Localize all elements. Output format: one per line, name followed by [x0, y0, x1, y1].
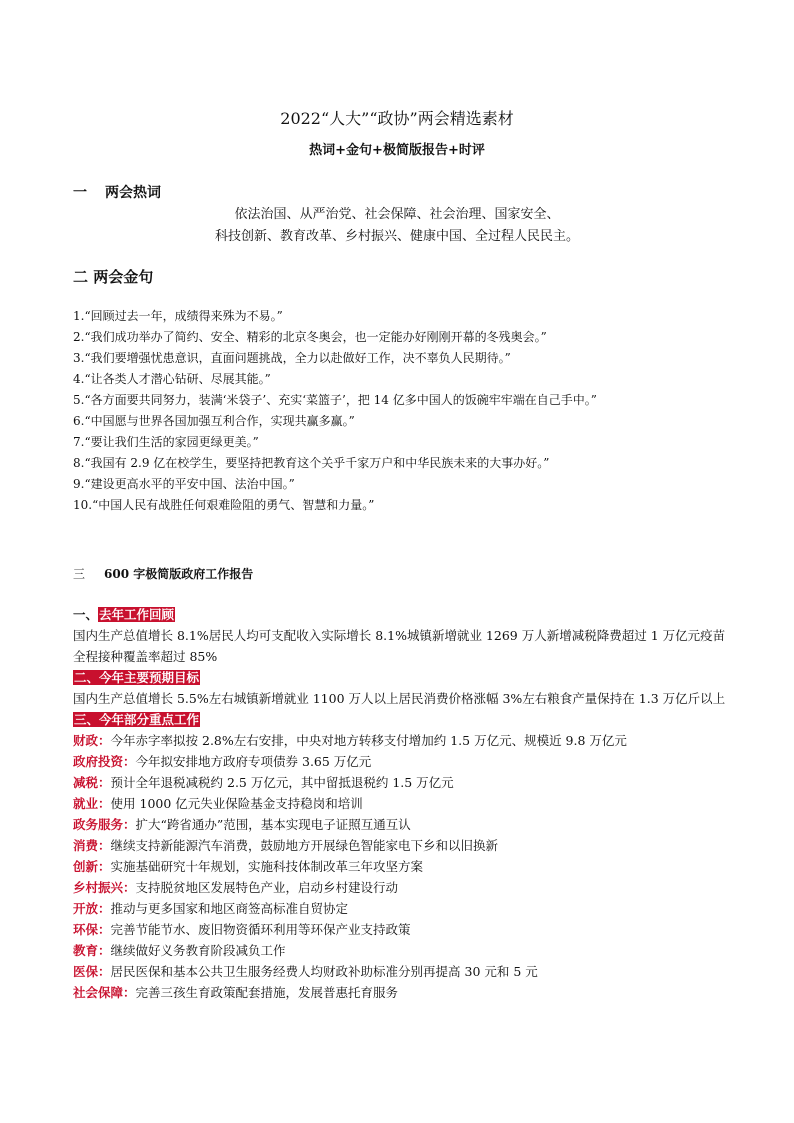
priority-text: 预计全年退税减税约 2.5 万亿元，其中留抵退税约 1.5 万亿元: [110, 775, 454, 790]
priority-label: 消费：: [73, 838, 111, 853]
page-title: 2022“人大”“政协”两会精选素材: [280, 109, 514, 128]
section-heading-text: 两会热词: [105, 185, 161, 201]
quote-item: 2.“我们成功举办了简约、安全、精彩的北京冬奥会，也一定能办好刚刚开幕的冬残奥会。”: [73, 330, 547, 344]
page-subtitle: 热词+金句+极简版报告+时评: [309, 143, 485, 158]
priority-item: [73, 835, 733, 856]
priority-item: [73, 877, 733, 898]
section-number: 一: [73, 185, 87, 201]
priority-label: 财政：: [73, 733, 111, 748]
report-paragraph: 国内生产总值增长 5.5%左右城镇新增就业 1100 万人以上居民消费价格涨幅 3%左右粮食产量保持在 1.3 万亿斤以上: [73, 691, 726, 706]
report-subheading-review: [73, 604, 733, 625]
section-quotes-heading: 二 两会金句: [73, 268, 154, 286]
report-subheading-priorities: [73, 709, 733, 730]
priority-label: 政务服务：: [73, 817, 136, 832]
quote-item: 6.“中国愿与世界各国加强互利合作，实现共赢多赢。”: [73, 414, 355, 428]
priority-text: 今年拟安排地方政府专项债券 3.65 万亿元: [135, 754, 372, 769]
priority-text: 完善三孩生育政策配套措施，发展普惠托育服务: [135, 985, 399, 1000]
priority-item: [73, 982, 733, 1003]
priority-item: [73, 961, 733, 982]
section-heading-text: 600 字极简版政府工作报告: [104, 567, 254, 581]
quote-item: 4.“让各类人才潜心钻研、尽展其能。”: [73, 372, 271, 386]
priority-text: 推动与更多国家和地区商签高标准自贸协定: [110, 901, 349, 916]
priority-text: 实施基础研究十年规划，实施科技体制改革三年攻坚方案: [110, 859, 424, 874]
priority-text: 完善节能节水、废旧物资循环利用等环保产业支持政策: [110, 922, 411, 937]
section-hot-words-heading: [73, 182, 161, 202]
priority-text: 继续支持新能源汽车消费，鼓励地方开展绿色智能家电下乡和以旧换新: [110, 838, 499, 853]
section-number: 三: [73, 567, 86, 581]
quote-item: 7.“要让我们生活的家园更绿更美。”: [73, 435, 259, 449]
priority-item: [73, 898, 733, 919]
highlighted-label: 二、今年主要预期目标: [74, 670, 200, 685]
report-paragraph: 国内生产总值增长 8.1%居民人均可支配收入实际增长 8.1%城镇新增就业 1269 万人新增减税降费超过 1 万亿元疫苗全程接种覆盖率超过 85%: [73, 628, 726, 664]
priority-text: 继续做好义务教育阶段减负工作: [110, 943, 286, 958]
quote-item: 8.“我国有 2.9 亿在校学生，要坚持把教育这个关乎千家万户和中华民族未来的大事办好。”: [73, 456, 550, 470]
keywords-line: 依法治国、从严治党、社会保障、社会治理、国家安全、: [234, 207, 560, 222]
priority-label: 就业：: [73, 796, 111, 811]
priority-label: 乡村振兴：: [73, 880, 136, 895]
priority-item: [73, 730, 733, 751]
quote-item: 1.“回顾过去一年，成绩得来殊为不易。”: [73, 309, 283, 323]
priority-item: [73, 940, 733, 961]
highlighted-label: 三、今年部分重点工作: [74, 712, 200, 727]
priority-label: 政府投资：: [73, 754, 136, 769]
priority-text: 支持脱贫地区发展特色产业，启动乡村建设行动: [135, 880, 399, 895]
quote-item: 3.“我们要增强忧患意识，直面问题挑战，全力以赴做好工作，决不辜负人民期待。”: [73, 351, 511, 365]
priority-label: 减税：: [73, 775, 111, 790]
priority-item: [73, 772, 733, 793]
priority-text: 居民医保和基本公共卫生服务经费人均财政补助标准分别再提高 30 元和 5 元: [110, 964, 538, 979]
priority-item: [73, 793, 733, 814]
report-body: [73, 604, 733, 1003]
priority-label: 开放：: [73, 901, 111, 916]
priority-text: 今年赤字率拟按 2.8%左右安排，中央对地方转移支付增加约 1.5 万亿元、规模近 9.8 万亿元: [110, 733, 627, 748]
priority-label: 教育：: [73, 943, 111, 958]
quotes-list: [73, 306, 763, 516]
priority-label: 环保：: [73, 922, 111, 937]
quote-item: 10.“中国人民有战胜任何艰难险阻的勇气、智慧和力量。”: [73, 498, 375, 512]
priority-item: [73, 856, 733, 877]
keywords-line: 科技创新、教育改革、乡村振兴、健康中国、全过程人民民主。: [214, 229, 579, 244]
priority-item: [73, 919, 733, 940]
highlighted-label: 去年工作回顾: [99, 607, 175, 622]
priority-label: 创新：: [73, 859, 111, 874]
priority-text: 扩大“跨省通办”范围，基本实现电子证照互通互认: [135, 817, 411, 832]
priority-text: 使用 1000 亿元失业保险基金支持稳岗和培训: [110, 796, 363, 811]
section-report-heading: [73, 565, 253, 582]
priority-item: [73, 751, 733, 772]
priority-label: 医保：: [73, 964, 111, 979]
keywords-block: [0, 204, 794, 248]
subheading-prefix: 一、: [73, 607, 99, 622]
report-subheading-targets: [73, 667, 733, 688]
quote-item: 9.“建设更高水平的平安中国、法治中国。”: [73, 477, 295, 491]
priority-label: 社会保障：: [73, 985, 136, 1000]
quote-item: 5.“各方面要共同努力，装满‘米袋子’、充实‘菜篮子’，把 14 亿多中国人的饭碗牢牢端在自己手中。”: [73, 393, 597, 407]
priority-item: [73, 814, 733, 835]
